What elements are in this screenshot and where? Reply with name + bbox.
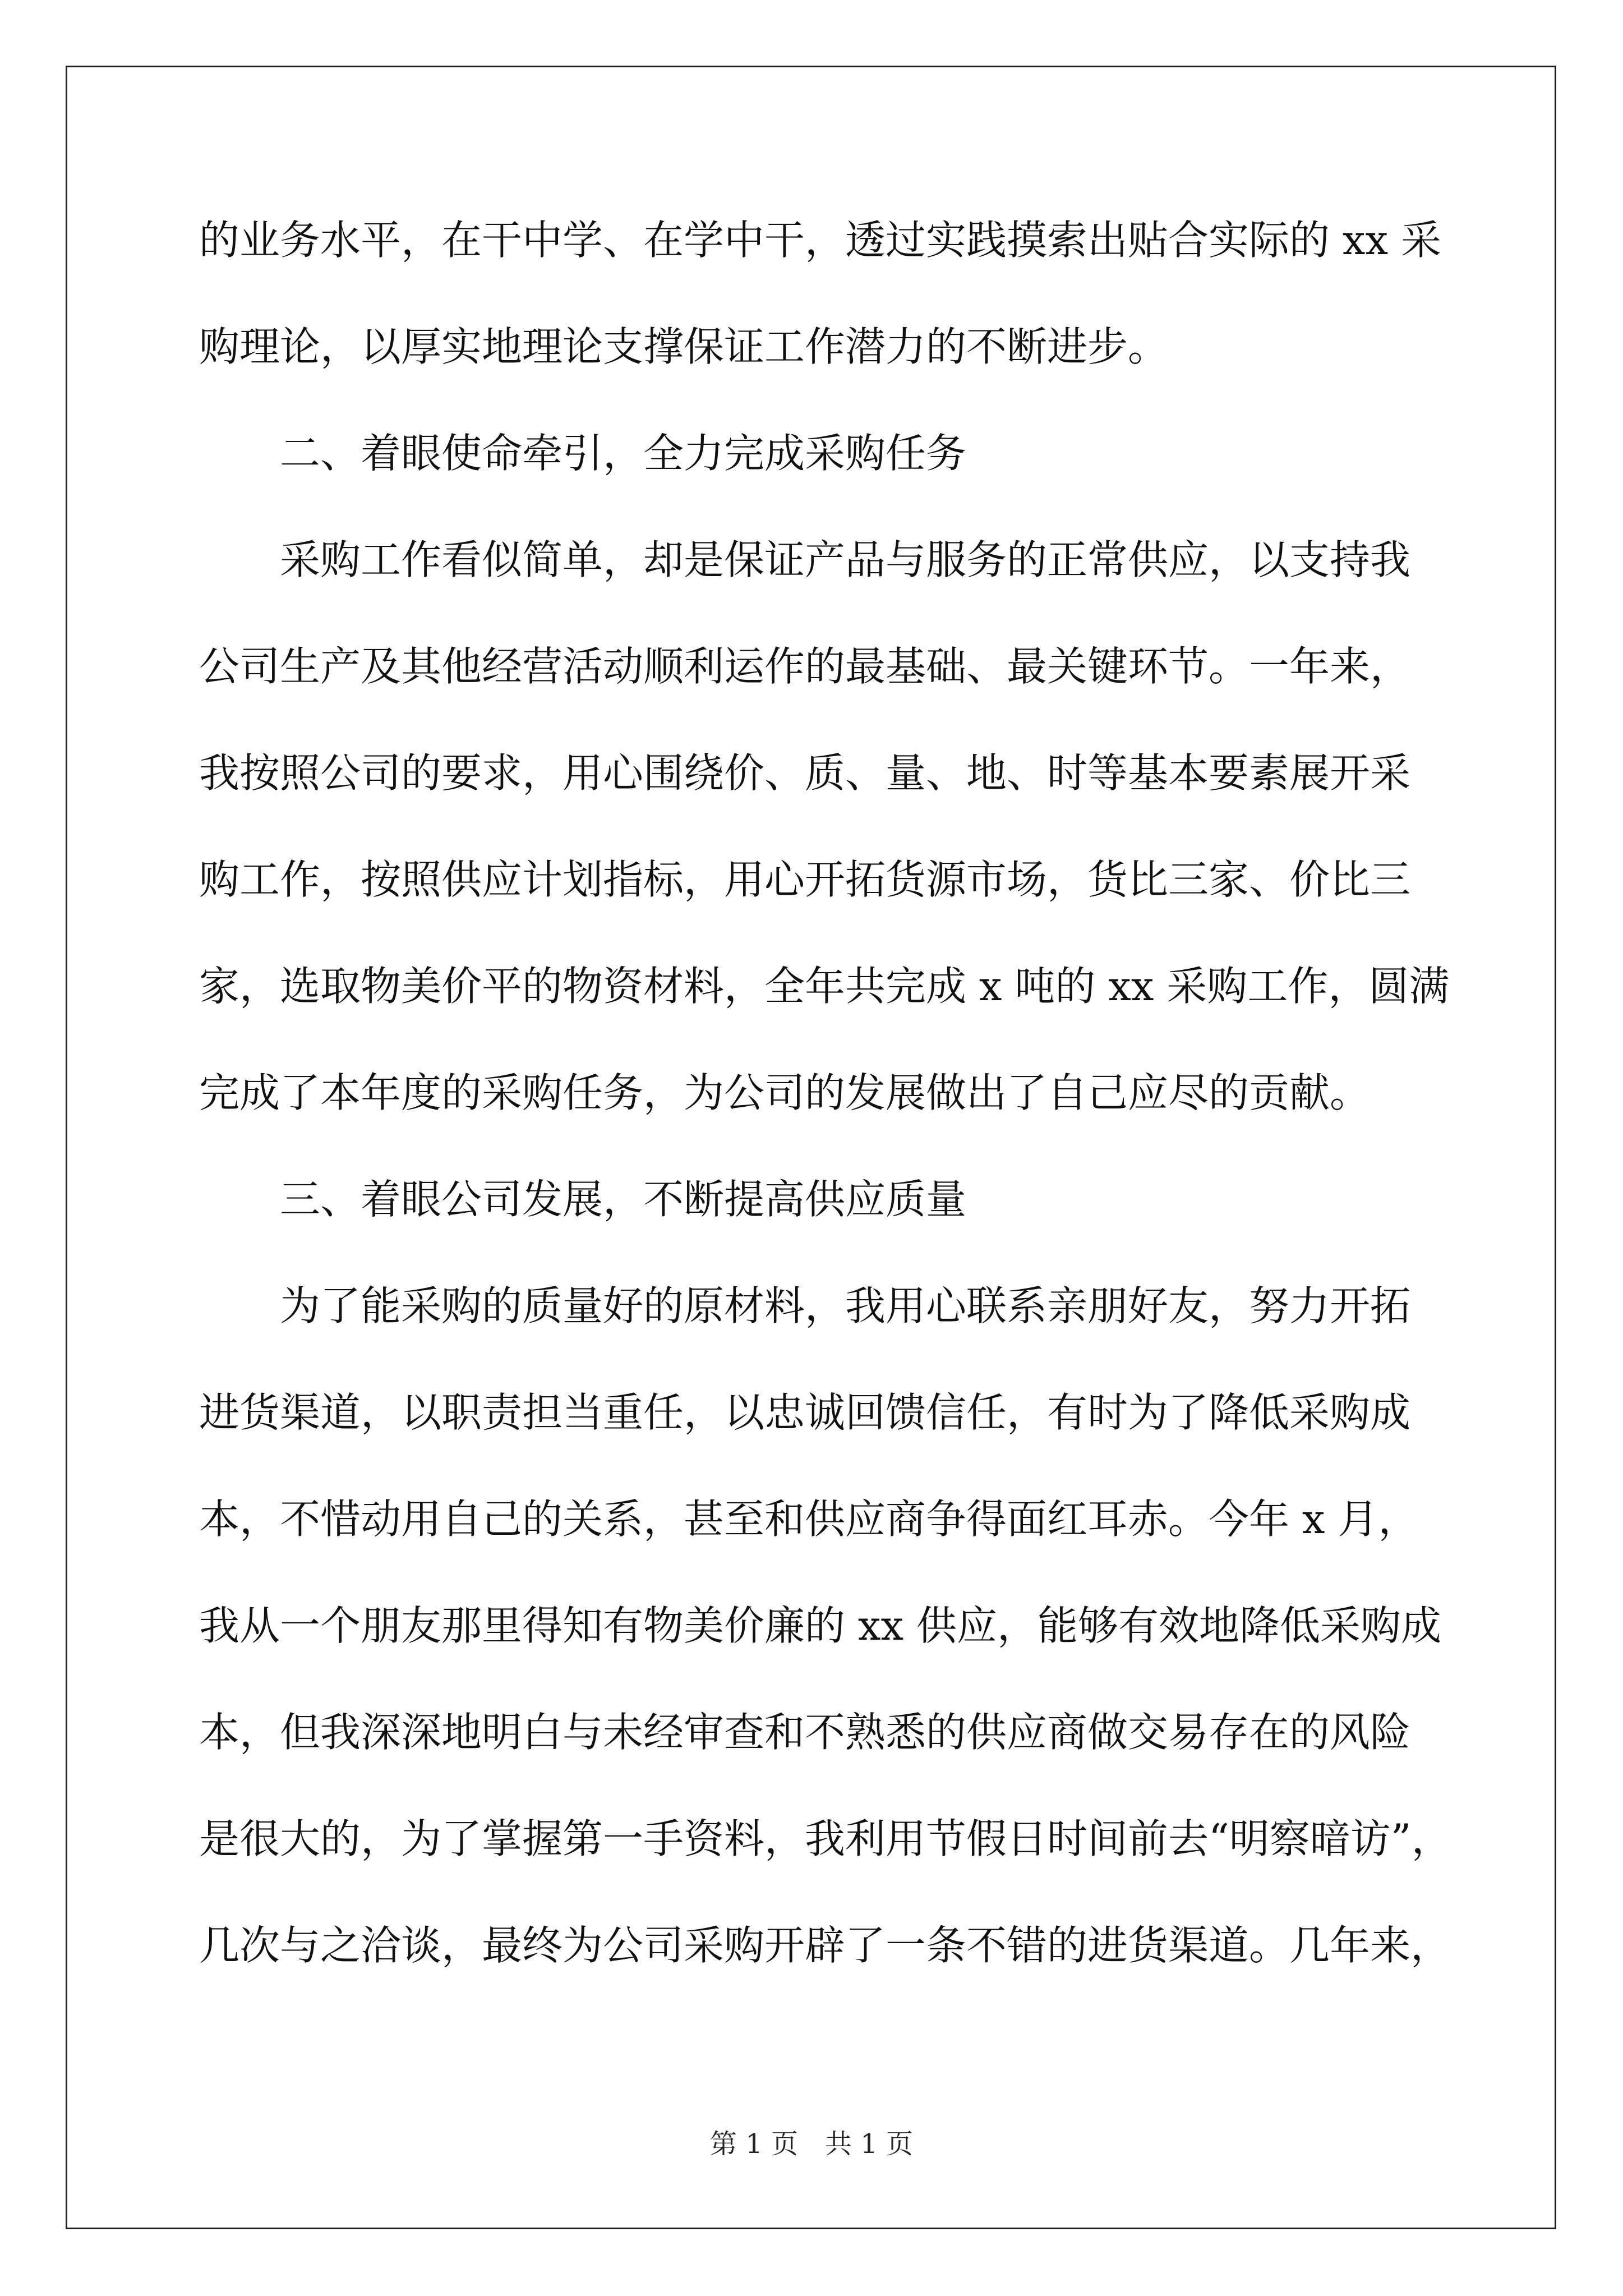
text-line: 采购工作看似简单，却是保证产品与服务的正常供应，以支持我 [280, 536, 1411, 583]
text-line: 我从一个朋友那里得知有物美价廉的 xx 供应，能够有效地降低采购成 [199, 1602, 1441, 1649]
text-line: 的业务水平，在干中学、在学中干，透过实践摸索出贴合实际的 xx 采 [199, 217, 1441, 264]
text-line: 是很大的，为了掌握第一手资料，我利用节假日时间前去“明察暗访”， [199, 1815, 1452, 1862]
text-line: 购工作，按照供应计划指标，用心开拓货源市场，货比三家、价比三 [199, 856, 1411, 903]
page-border [66, 66, 1556, 2229]
text-line: 公司生产及其他经营活动顺利运作的最基础、最关键环节。一年来， [199, 643, 1411, 690]
text-line: 本，不惜动用自己的关系，甚至和供应商争得面红耳赤。今年 x 月， [199, 1496, 1419, 1543]
text-line: 为了能采购的质量好的原材料，我用心联系亲朋好友，努力开拓 [280, 1282, 1411, 1329]
text-line: 完成了本年度的采购任务，为公司的发展做出了自己应尽的贡献。 [199, 1069, 1371, 1116]
text-line: 几次与之洽谈，最终为公司采购开辟了一条不错的进货渠道。几年来， [199, 1922, 1451, 1969]
section-heading: 三、着眼公司发展，不断提高供应质量 [280, 1176, 967, 1223]
text-line: 家，选取物美价平的物资材料，全年共完成 x 吨的 xx 采购工作，圆满 [199, 963, 1450, 1010]
text-line: 进货渠道，以职责担当重任，以忠诚回馈信任，有时为了降低采购成 [199, 1389, 1411, 1436]
text-line: 本，但我深深地明白与未经审查和不熟悉的供应商做交易存在的风险 [199, 1709, 1411, 1756]
section-heading: 二、着眼使命牵引，全力完成采购任务 [280, 430, 967, 477]
text-line: 我按照公司的要求，用心围绕价、质、量、地、时等基本要素展开采 [199, 749, 1411, 797]
page-footer: 第 1 页 共 1 页 [709, 2128, 914, 2160]
text-line: 购理论，以厚实地理论支撑保证工作潜力的不断进步。 [199, 323, 1169, 370]
